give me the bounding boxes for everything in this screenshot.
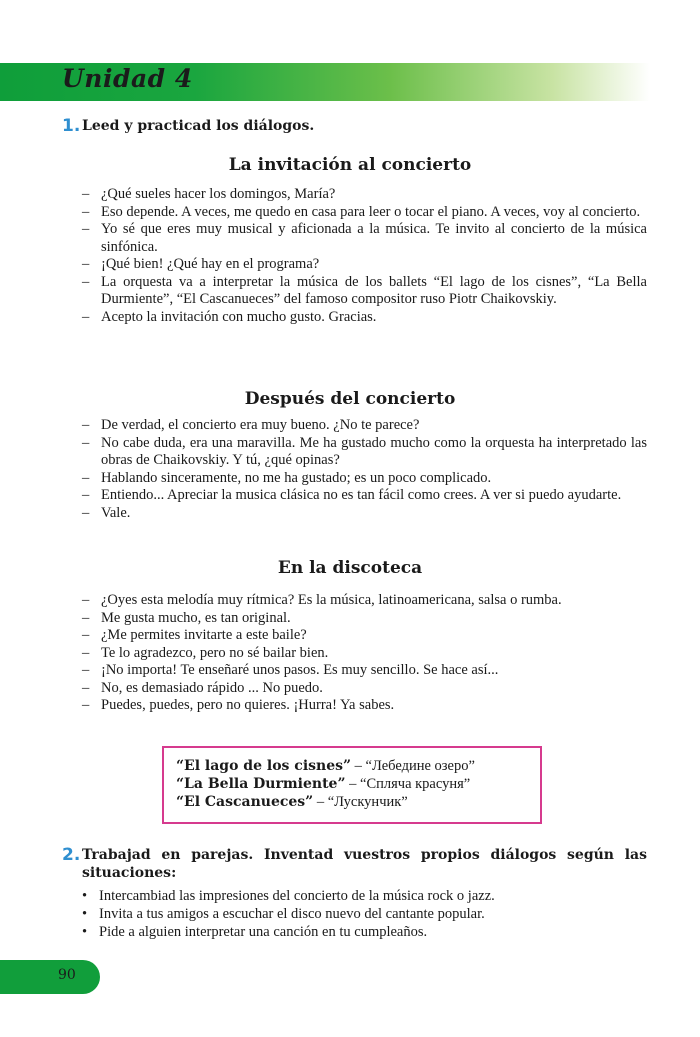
bullet-icon: • xyxy=(82,924,88,940)
dialog-line: – Acepto la invitación con mucho gusto. Gracias. xyxy=(82,308,377,325)
dialog-line: – Me gusta mucho, es tan original. xyxy=(82,609,291,626)
unit-title: Unidad 4 xyxy=(62,64,193,93)
dialog-line: – Vale. xyxy=(82,504,131,521)
vocab-row: “La Bella Durmiente” – “Спляча красуня” xyxy=(176,776,471,792)
dialog-line: – La orquesta va a interpretar la música de los ballets “El lago de los cisnes”, “La Bella Durmiente”, “El Cascanueces” del famoso compositor ruso Piotr Chaikovskiy. xyxy=(82,273,647,307)
dialog-line: – De verdad, el concierto era muy bueno. ¿No te parece? xyxy=(82,417,420,433)
dialog-line: – ¡Qué bien! ¿Qué hay en el programa? xyxy=(82,256,320,272)
dialog-line: – Puedes, puedes, pero no quieres. ¡Hurra! Ya sabes. xyxy=(82,697,395,713)
task-1-instruction: Leed y practicad los diálogos. xyxy=(82,118,315,134)
bullet-icon: • xyxy=(82,906,88,922)
dialog-line: – Entiendo... Apreciar la musica clásica no es tan fácil como crees. A ver si puedo ayudarte. xyxy=(82,487,622,503)
bullet-icon: • xyxy=(82,888,88,904)
dialog-2 xyxy=(82,417,647,522)
dialog-line: – No, es demasiado rápido ... No puedo. xyxy=(82,679,323,696)
list-item: • Invita a tus amigos a escuchar el disco nuevo del cantante popular. xyxy=(82,906,485,922)
dialog-2-title: Después del concierto xyxy=(244,389,456,409)
situations-list xyxy=(82,887,647,941)
task-2 xyxy=(62,846,647,882)
dialog-line: – ¿Oyes esta melodía muy rítmica? Es la música, latinoamericana, salsa o rumba. xyxy=(82,592,562,608)
vocab-row: “El Cascanueces” – “Лускунчик” xyxy=(176,794,408,810)
task-1 xyxy=(62,117,662,135)
dialog-line: – Hablando sinceramente, no me ha gustado; es un poco complicado. xyxy=(82,469,492,486)
dialog-line: – Te lo agradezco, pero no sé bailar bien. xyxy=(82,644,329,661)
dialog-line: – ¿Me permites invitarte a este baile? xyxy=(82,627,307,643)
dialog-3-title: En la discoteca xyxy=(277,558,423,578)
dialog-1-title: La invitación al concierto xyxy=(228,155,472,175)
dialog-line: – No cabe duda, era una maravilla. Me ha gustado mucho como la orquesta ha interpretado las obras de Chaikovskiy. Y tú, ¿qué opinas? xyxy=(82,434,647,468)
dialog-line: – ¡No importa! Te enseñaré unos pasos. Es muy sencillo. Se hace así... xyxy=(82,662,499,678)
vocabulary-box xyxy=(162,746,542,824)
task-2-number: 2. xyxy=(62,845,81,865)
list-item: • Intercambiad las impresiones del concierto de la música rock o jazz. xyxy=(82,888,495,904)
dialog-line: – ¿Qué sueles hacer los domingos, María? xyxy=(82,186,336,202)
task-1-number: 1. xyxy=(62,116,81,136)
vocab-row: “El lago de los cisnes” – “Лебедине озеро” xyxy=(176,758,475,774)
dialog-1 xyxy=(82,186,647,326)
page-number-tab xyxy=(0,960,100,994)
task-2-instruction: Trabajad en parejas. Inventad vuestros propios diálogos según las situaciones: xyxy=(82,847,647,881)
dialog-line: – Yo sé que eres muy musical y aficionada a la música. Te invito al concierto de la música sinfónica. xyxy=(82,221,647,255)
list-item: • Pide a alguien interpretar una canción en tu cumpleaños. xyxy=(82,924,428,940)
page-number: 90 xyxy=(58,967,76,983)
dialog-line: – Eso depende. A veces, me quedo en casa para leer o tocar el piano. A veces, voy al concierto. xyxy=(82,203,641,220)
dialog-3 xyxy=(82,592,647,715)
